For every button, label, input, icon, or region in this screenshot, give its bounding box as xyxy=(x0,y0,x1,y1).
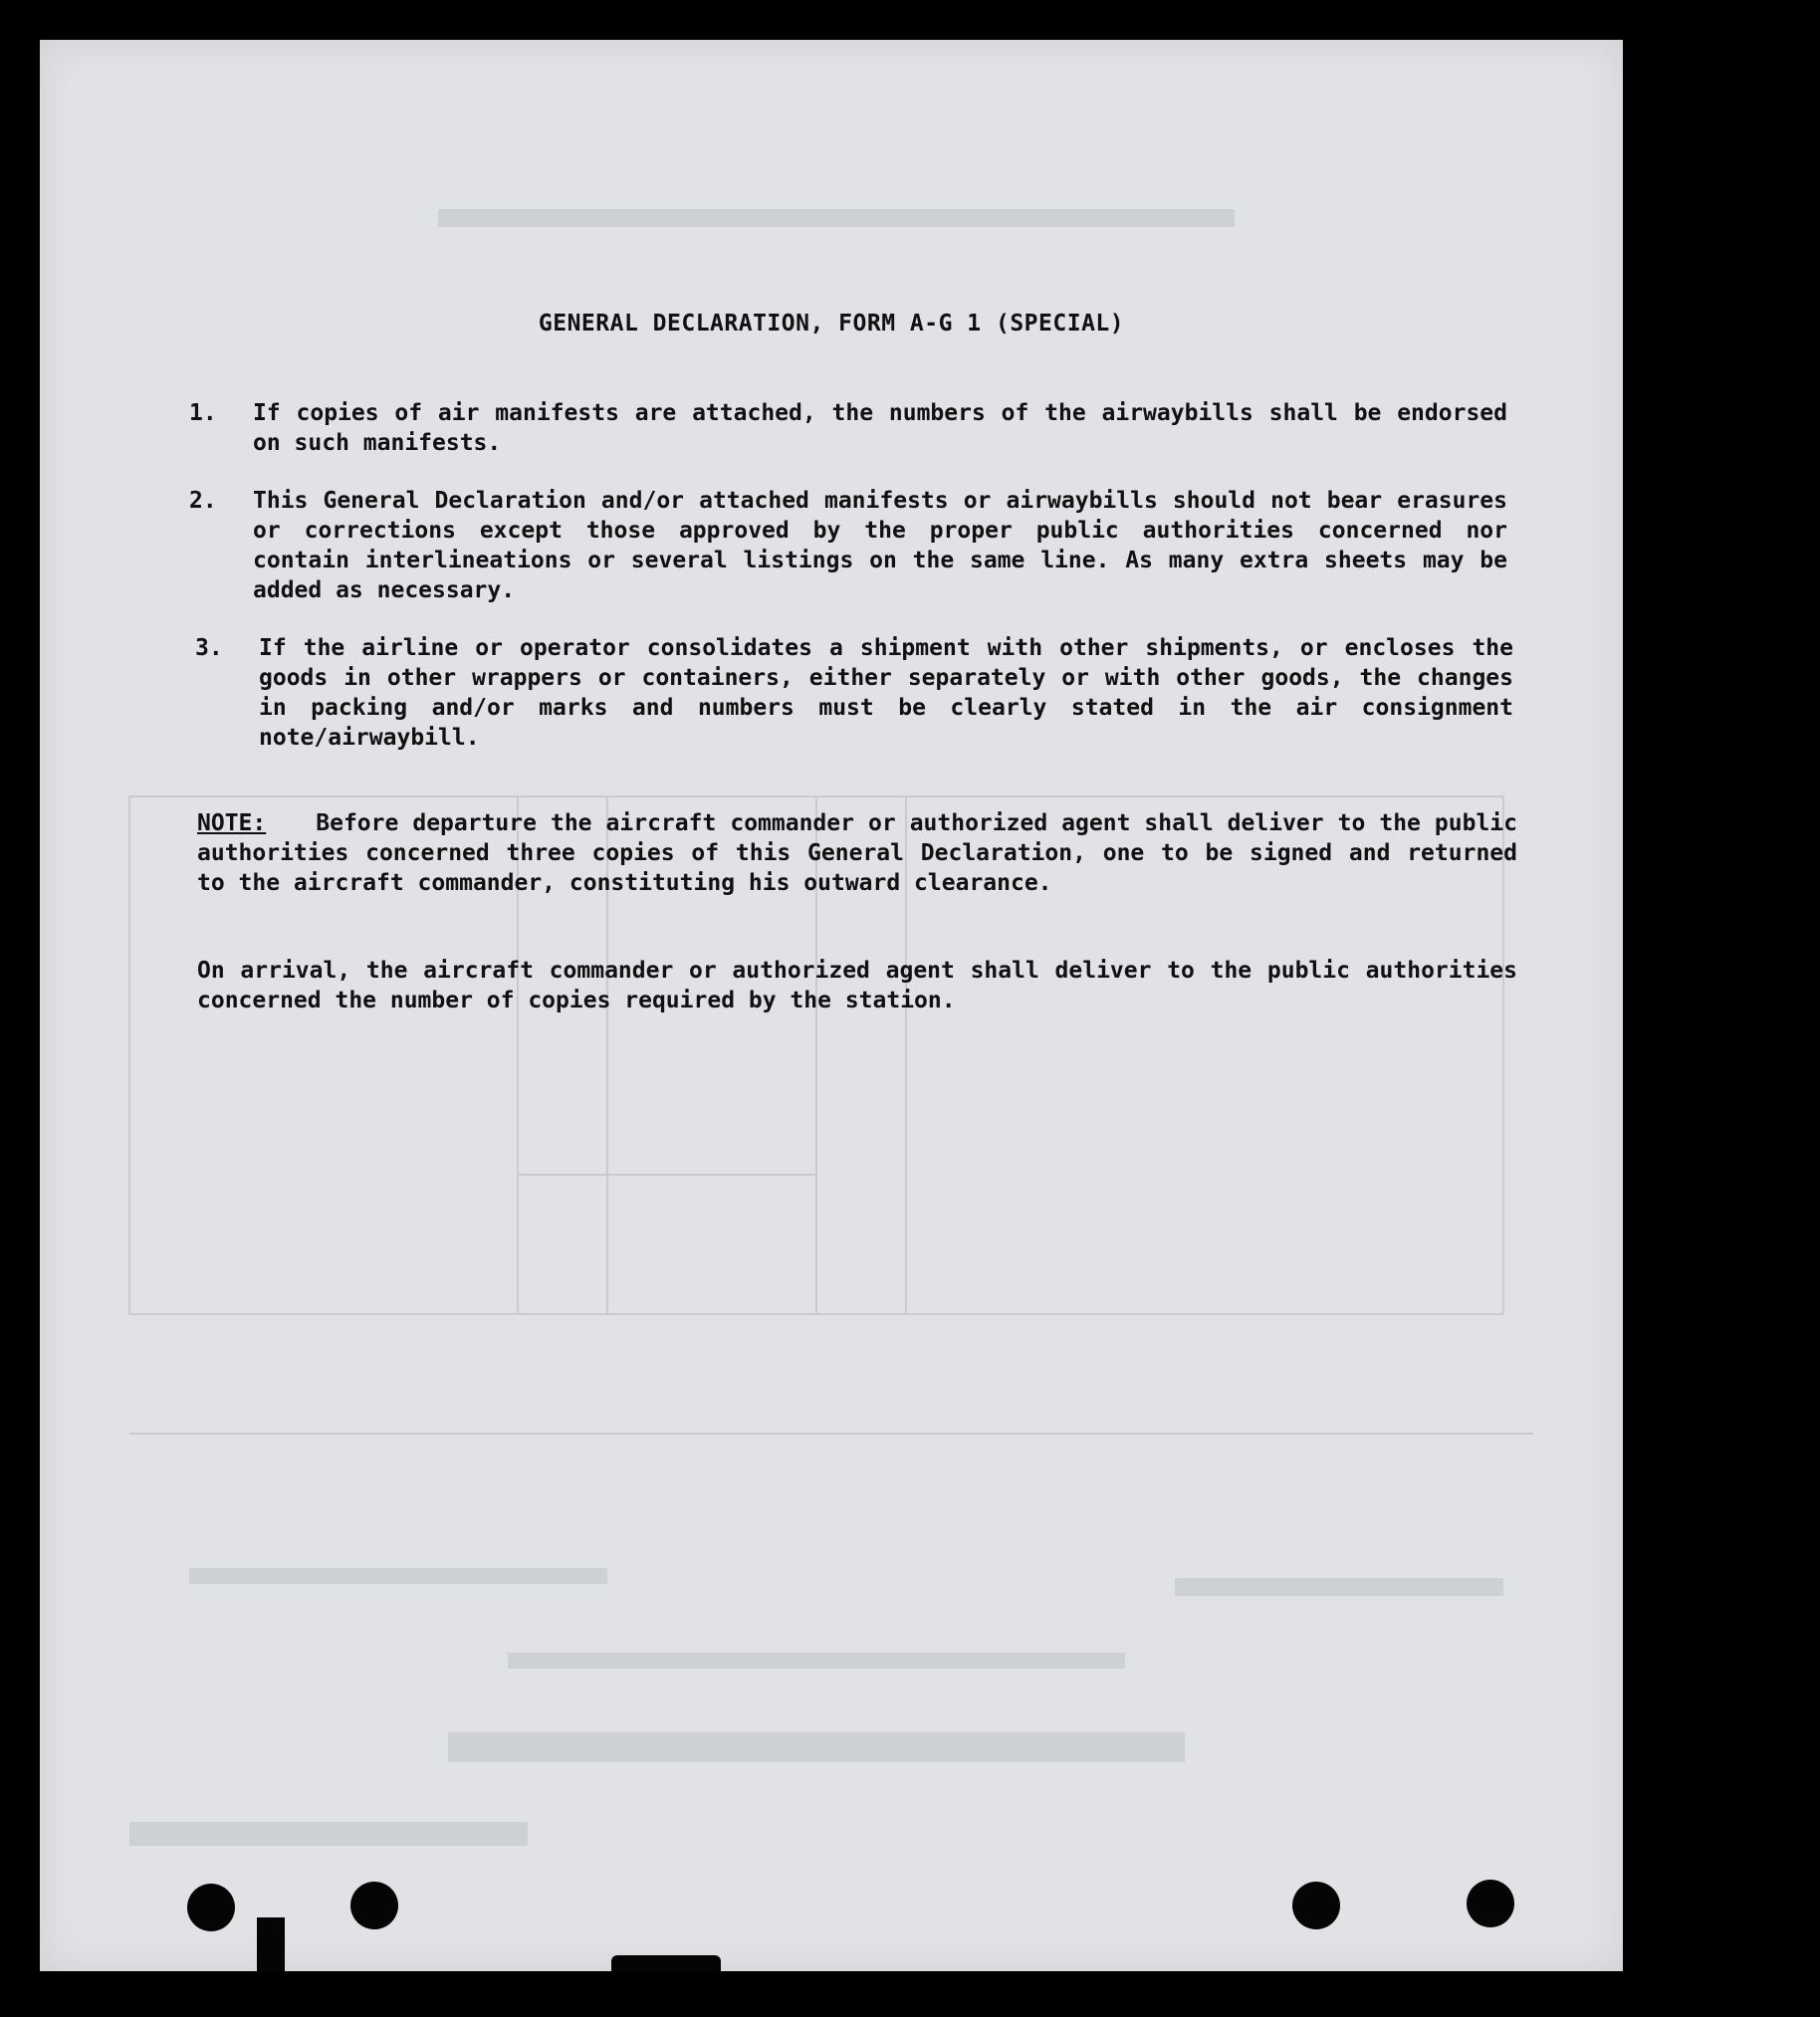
item-text: This General Declaration and/or attached manifests or airwaybills should not bear erasures or corrections except those approved by the proper public authorities concerned nor contain interlineations or several listings on the same line. As many extra sheets may be added as necessary. xyxy=(253,488,1507,603)
punch-hole xyxy=(1467,1880,1514,1927)
scan-artifact xyxy=(611,1955,721,1971)
scanned-page xyxy=(40,40,1623,1971)
item-number: 1. xyxy=(189,400,217,426)
document-title: GENERAL DECLARATION, FORM A-G 1 (SPECIAL) xyxy=(538,311,1125,336)
list-item xyxy=(195,633,1519,753)
scan-artifact xyxy=(257,1917,285,1971)
arrival-paragraph: On arrival, the aircraft commander or authorized agent shall deliver to the public authorities concerned the number of copies required by the station. xyxy=(197,958,1517,1013)
item-number: 3. xyxy=(195,635,223,661)
item-text: If copies of air manifests are attached, the numbers of the airwaybills shall be endorsed on such manifests. xyxy=(253,400,1507,456)
punch-hole xyxy=(187,1884,235,1931)
list-item xyxy=(189,486,1513,605)
note-label: NOTE: xyxy=(197,810,267,836)
punch-hole xyxy=(350,1882,398,1929)
list-item xyxy=(189,398,1513,458)
note-text: Before departure the aircraft commander or authorized agent shall deliver to the public authorities concerned three copies of this General Declaration, one to be signed and returned to the aircraft commander, constituting his outward clearance. xyxy=(197,810,1517,896)
punch-hole xyxy=(1292,1882,1340,1929)
item-text: If the airline or operator consolidates a shipment with other shipments, or encloses the goods in other wrappers or containers, either separately or with other goods, the changes in packing and/or marks and numbers must be clearly stated in the air consignment note/airwaybill. xyxy=(259,635,1513,751)
item-number: 2. xyxy=(189,488,217,514)
note-paragraph xyxy=(197,808,1517,898)
